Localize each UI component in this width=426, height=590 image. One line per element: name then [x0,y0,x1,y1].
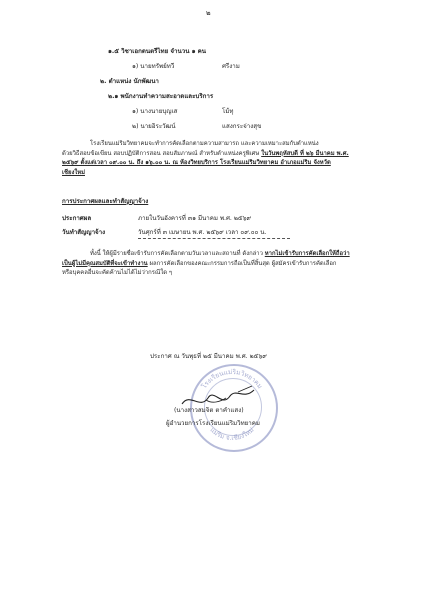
paragraph-1-line-2-plain: ด้วยวิธีสอบข้อเขียน สอบปฏิบัติการสอน สอบสัมภาษณ์ สำหรับตำแหน่งครูพิเศษ [62,150,262,157]
announce-date: ประกาศ ณ วันพุธที่ ๒๕ มีนาคม พ.ศ. ๒๕๖๙ [150,353,267,360]
paragraph-conditions [62,250,350,279]
paragraph-1-line-2 [62,150,349,160]
person-2-1-b-surname: แสงกระจ่างสุข [222,123,262,130]
item-1-5-heading: ๑.๕ วิชาเอกดนตรีไทย จำนวน ๑ คน [108,48,207,55]
schedule-label-contract: วันทำสัญญาจ้าง [62,229,106,236]
paragraph-2-line-2 [62,260,350,270]
paragraph-2-line-3: หรือบุคคลอื่นจะคัดค้านไม่ได้ไม่ว่ากรณีใด ๆ [62,270,173,277]
section-2-heading: ๒. ตำแหน่ง นักพัฒนา [100,78,159,85]
signer-title: ผู้อำนวยการโรงเรียนแม่ริมวิทยาคม [166,420,260,427]
person-2-1-b-name: ๒) นายอิระวัฒน์ [132,123,176,130]
schedule-label-announce: ประกาศผล [62,215,92,222]
seal-top-text: โรงเรียนแม่ริมวิทยาคม [199,367,265,391]
paragraph-1-line-2-bold: ในวันพฤหัสบดี ที่ ๒๖ มีนาคม พ.ศ. [261,150,349,157]
paragraph-1-line-1: โรงเรียนแม่ริมวิทยาคมจะทำการคัดเลือกตามความสามารถ และความเหมาะสมกับตำแหน่ง [90,141,319,147]
signer-name: (นางสาวสมจิต ตาคำแสง) [174,407,244,414]
schedule-value-announce: ภายในวันอังคารที่ ๓๑ มีนาคม พ.ศ. ๒๕๖๙ [138,215,252,222]
seal-bottom-text: แม่ริม จ.เชียงใหม่ [208,425,256,443]
page-number: ๒ [206,9,211,17]
person-2-1-a-name: ๑) นางนายบุญเส [132,108,178,115]
paragraph-2-line-2-bold: เป็นผู้ไม่มีคุณสมบัติที่จะเข้าทำงาน [62,260,148,267]
paragraph-2-line-2-plain: ผลการคัดเลือกของคณะกรรมการถือเป็นที่สิ้นสุด ผู้สมัครเข้ารับการคัดเลือก [147,260,337,267]
item-1-5-person-surname: ศรีงาม [222,63,240,70]
person-2-1-a-surname: โม้ทุ [222,108,234,115]
schedule-value-contract: วันศุกร์ที่ ๓ เมษายน พ.ศ. ๒๕๖๙ เวลา ๐๙.๐๐ น. [138,229,267,236]
item-1-5-person-name: ๑) นายทรัพย์ทวี [132,63,175,70]
section-2-1-heading: ๒.๑ พนักงานทำความสะอาดและบริการ [108,93,214,100]
paragraph-2-line-1-plain: ทั้งนี้ ให้ผู้มีรายชื่อเข้ารับการคัดเลือกตามวันเวลาและสถานที่ ดังกล่าว [90,251,265,257]
results-heading: การประกาศผลและทำสัญญาจ้าง [62,198,149,205]
schedule-value-underline [138,238,290,239]
paragraph-1-line-3: ๒๕๖๙ ตั้งแต่เวลา ๐๙.๐๐ น. ถึง ๑๖.๐๐ น. ณ ห้องวิทยบริการ โรงเรียนแม่ริมวิทยาคม อำเภอแม่ริม จังหวัด [62,160,331,167]
paragraph-2-line-1 [62,250,350,260]
paragraph-1-line-4: เชียงใหม่ [62,169,85,176]
paragraph-2-line-1-bold: หากไม่เข้ารับการคัดเลือกให้ถือว่า [264,251,350,257]
paragraph-schedule [62,140,349,178]
